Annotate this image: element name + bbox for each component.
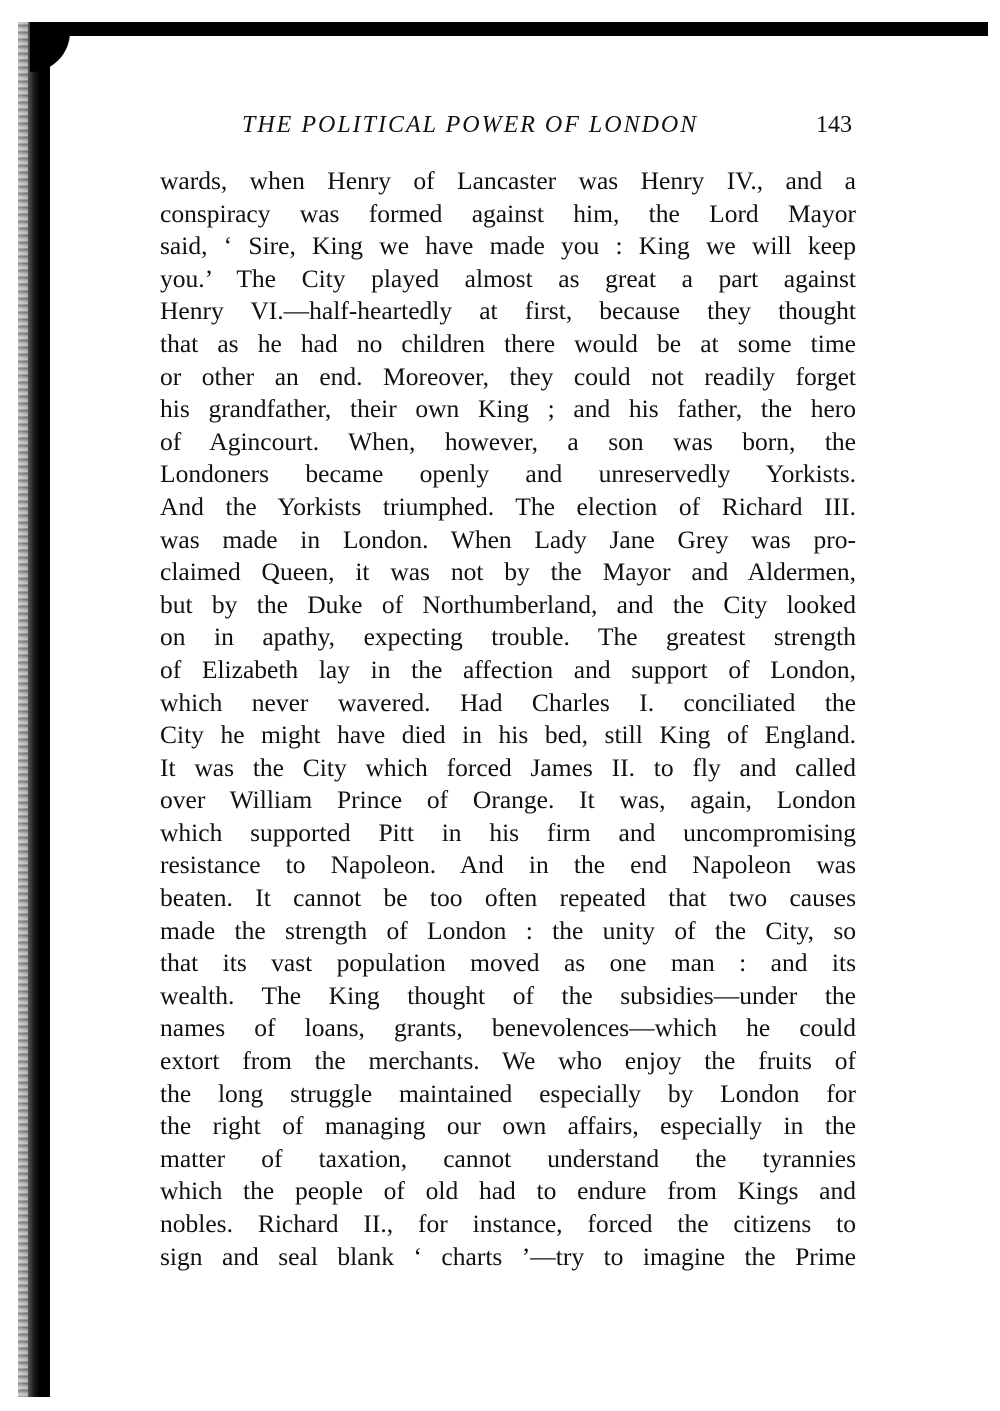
text-line: was made in London. When Lady Jane Grey was pro- [160, 524, 856, 554]
body-text [160, 165, 856, 1273]
text-line: the long struggle maintained especially by London for [160, 1078, 856, 1108]
text-line: which never wavered. Had Charles I. conciliated the [160, 687, 856, 717]
text-line: on in apathy, expecting trouble. The greatest strength [160, 622, 856, 652]
page-number: 143 [816, 112, 852, 138]
book-spine-shadow [18, 22, 50, 1397]
text-line: you.’ The City played almost as great a part against [160, 263, 856, 293]
text-line: the right of managing our own affairs, especially in the [160, 1111, 856, 1141]
text-line: conspiracy was formed against him, the Lord Mayor [160, 198, 856, 228]
text-line: that as he had no children there would be at some time [160, 328, 856, 358]
text-line: Henry VI.—half-heartedly at first, because they thought [160, 296, 856, 326]
text-line: said, ‘ Sire, King we have made you : King we will keep [160, 231, 856, 261]
text-line: but by the Duke of Northumberland, and the City looked [160, 589, 856, 619]
running-title: THE POLITICAL POWER OF LONDON [242, 112, 699, 138]
running-header [160, 112, 860, 148]
text-line: of Elizabeth lay in the affection and support of London, [160, 654, 856, 684]
text-line: over William Prince of Orange. It was, again, London [160, 785, 856, 815]
text-line: resistance to Napoleon. And in the end Napoleon was [160, 850, 856, 880]
text-line: which the people of old had to endure from Kings and [160, 1176, 856, 1206]
text-line: Londoners became openly and unreservedly Yorkists. [160, 459, 856, 489]
text-line: City he might have died in his bed, still King of England. [160, 720, 856, 750]
text-line: his grandfather, their own King ; and his father, the hero [160, 394, 856, 424]
text-line: sign and seal blank ‘ charts ’—try to imagine the Prime [160, 1241, 856, 1271]
text-line: wealth. The King thought of the subsidies—under the [160, 980, 856, 1010]
text-line: wards, when Henry of Lancaster was Henry IV., and a [160, 166, 856, 195]
text-line: And the Yorkists triumphed. The election of Richard III. [160, 491, 856, 521]
text-line: or other an end. Moreover, they could not readily forget [160, 361, 856, 391]
text-line: of Agincourt. When, however, a son was born, the [160, 426, 856, 456]
top-page-edge [30, 22, 988, 36]
text-line: claimed Queen, it was not by the Mayor and Aldermen, [160, 557, 856, 587]
text-line: It was the City which forced James II. to fly and called [160, 752, 856, 782]
text-line: which supported Pitt in his firm and uncompromising [160, 817, 856, 847]
text-line: beaten. It cannot be too often repeated that two causes [160, 883, 856, 913]
text-line: that its vast population moved as one man : and its [160, 948, 856, 978]
text-line: nobles. Richard II., for instance, forced the citizens to [160, 1209, 856, 1238]
text-line: made the strength of London : the unity of the City, so [160, 915, 856, 945]
text-line: extort from the merchants. We who enjoy the fruits of [160, 1046, 856, 1076]
text-line: names of loans, grants, benevolences—which he could [160, 1013, 856, 1043]
text-line: matter of taxation, cannot understand the tyrannies [160, 1143, 856, 1173]
